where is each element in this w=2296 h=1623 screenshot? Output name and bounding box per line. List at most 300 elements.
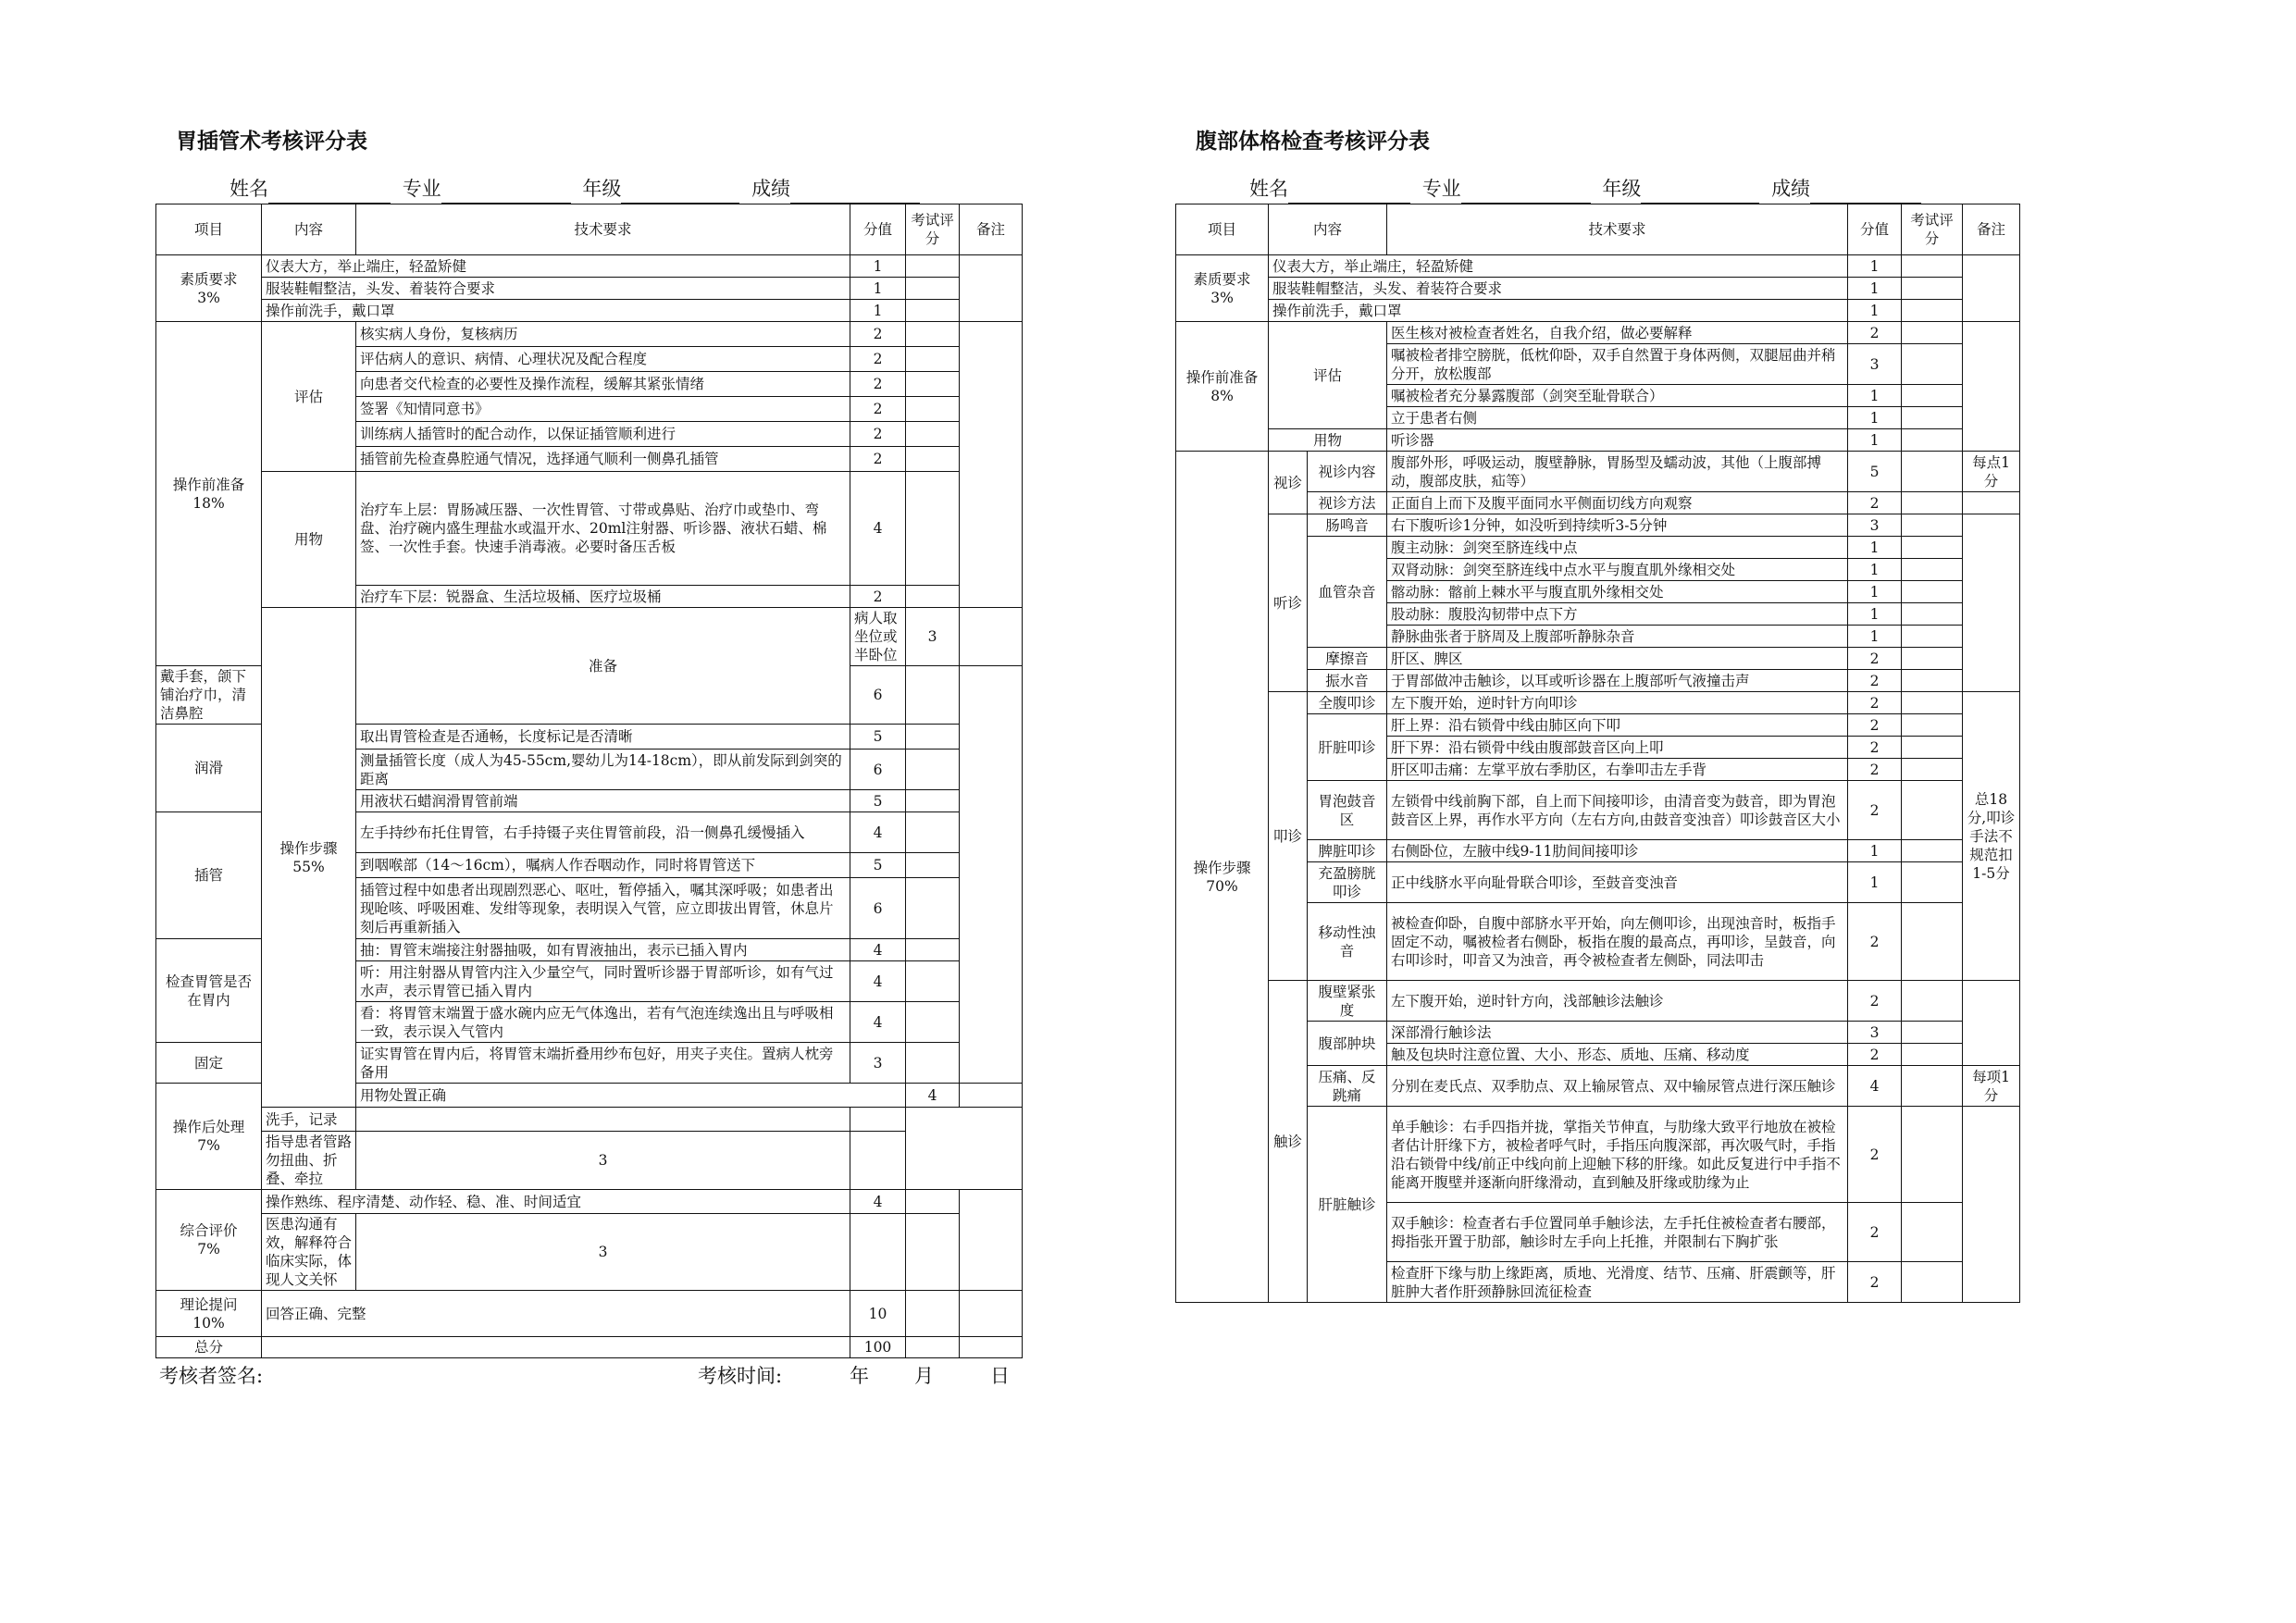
tech-cell: 医患沟通有效，解释符合临床实际，体现人文关怀 <box>262 1214 356 1291</box>
exam-score-cell[interactable] <box>906 1337 960 1358</box>
subitem-cell: 视诊方法 <box>1308 492 1387 514</box>
note-cell: 每点1分 <box>1963 452 2020 492</box>
tech-cell: 听：用注射器从胃管内注入少量空气，同时置听诊器于胃部听诊，如有气过水声，表示胃管已插入胃内 <box>356 961 850 1002</box>
points-cell: 2 <box>850 347 906 372</box>
score-label: 成绩 <box>751 178 791 200</box>
note-cell <box>1963 492 2020 514</box>
tech-cell: 仪表大方，举止端庄，轻盈矫健 <box>1269 255 1848 278</box>
exam-score-cell[interactable] <box>1902 862 1963 903</box>
exam-score-cell[interactable] <box>1902 429 1963 452</box>
tech-cell: 核实病人身份，复核病历 <box>356 322 850 347</box>
note-cell <box>960 1337 1023 1358</box>
exam-score-cell[interactable] <box>906 1043 960 1084</box>
item-cell: 操作前准备 18% <box>156 322 262 666</box>
exam-score-cell[interactable] <box>906 422 960 447</box>
tech-cell: 抽：胃管末端接注射器抽吸，如有胃液抽出，表示已插入胃内 <box>356 939 850 961</box>
subitem-cell: 腹壁紧张度 <box>1308 981 1387 1022</box>
footer <box>155 1362 1022 1390</box>
points-cell: 2 <box>1848 1107 1902 1203</box>
points-cell: 1 <box>1848 429 1902 452</box>
points-cell: 1 <box>850 255 906 278</box>
exam-score-cell[interactable] <box>1902 714 1963 737</box>
points-cell: 1 <box>1848 581 1902 603</box>
tech-cell: 测量插管长度（成人为45-55cm,婴幼儿为14-18cm），即从前发际到剑突的距离 <box>356 750 850 790</box>
content-cell: 插管 <box>156 812 262 939</box>
tech-cell: 证实胃管在胃内后，将胃管末端折叠用纱布包好，用夹子夹住。置病人枕旁备用 <box>356 1043 850 1084</box>
sheet-title: 腹部体格检查考核评分表 <box>1196 130 1430 154</box>
exam-score-cell[interactable] <box>1902 407 1963 429</box>
exam-score-cell[interactable] <box>906 1002 960 1043</box>
exam-score-cell[interactable] <box>1902 648 1963 670</box>
exam-score-cell[interactable] <box>906 878 960 939</box>
table-row <box>156 1108 1023 1132</box>
group-cell: 触诊 <box>1269 981 1308 1303</box>
item-cell: 综合评价 7% <box>156 1190 262 1291</box>
day-label: 日 <box>990 1365 1010 1387</box>
exam-score-cell[interactable] <box>906 447 960 472</box>
major-blank[interactable] <box>1461 182 1591 204</box>
exam-score-cell[interactable] <box>906 586 960 608</box>
tech-cell: 指导患者管路勿扭曲、折叠、牵拉 <box>262 1132 356 1190</box>
tech-cell: 正中线脐水平向耻骨联合叩诊，至鼓音变浊音 <box>1387 862 1848 903</box>
student-info-line <box>155 174 1022 204</box>
subitem-cell: 振水音 <box>1308 670 1387 692</box>
exam-score-cell[interactable] <box>960 608 1023 666</box>
exam-score-cell[interactable] <box>906 666 960 725</box>
tech-cell: 肝区、脾区 <box>1387 648 1848 670</box>
header-tech: 技术要求 <box>356 204 850 255</box>
tech-cell: 静脉曲张者于脐周及上腹部听静脉杂音 <box>1387 626 1848 648</box>
note-cell <box>1963 514 2020 692</box>
exam-score-cell[interactable] <box>1902 1262 1963 1303</box>
points-cell: 1 <box>1848 840 1902 862</box>
points-cell: 1 <box>850 300 906 322</box>
exam-score-cell[interactable] <box>1902 981 1963 1022</box>
exam-score-cell[interactable] <box>906 812 960 853</box>
item-cell: 素质要求 3% <box>156 255 262 322</box>
tech-cell: 左下腹开始，逆时针方向，浅部触诊法触诊 <box>1387 981 1848 1022</box>
exam-score-cell[interactable] <box>1902 300 1963 322</box>
subitem-cell: 血管杂音 <box>1308 537 1387 648</box>
table-row <box>1176 692 2020 714</box>
tech-cell: 立于患者右侧 <box>1387 407 1848 429</box>
points-cell: 2 <box>1848 670 1902 692</box>
major-label: 专业 <box>402 178 441 200</box>
points-cell: 2 <box>1848 1262 1902 1303</box>
note-cell <box>1963 255 2020 322</box>
tech-cell: 右侧卧位，左腋中线9-11肋间间接叩诊 <box>1387 840 1848 862</box>
scoring-table <box>155 204 1023 1358</box>
content-cell: 准备 <box>356 608 850 725</box>
points-cell: 5 <box>1848 452 1902 492</box>
content-cell: 检查胃管是否在胃内 <box>156 939 262 1043</box>
note-cell <box>960 1190 1023 1291</box>
tech-cell: 训练病人插管时的配合动作，以保证插管顺利进行 <box>356 422 850 447</box>
grade-label: 年级 <box>582 178 622 200</box>
points-cell: 6 <box>850 666 906 725</box>
tech-cell: 右下腹听诊1分钟，如没听到持续听3-5分钟 <box>1387 514 1848 537</box>
exam-score-cell[interactable] <box>906 300 960 322</box>
points-cell: 2 <box>850 397 906 422</box>
exam-score-cell[interactable] <box>1902 514 1963 537</box>
tech-cell: 腹主动脉：剑突至脐连线中点 <box>1387 537 1848 559</box>
tech-cell: 嘱被检者排空膀胱，低枕仰卧，双手自然置于身体两侧，双腿屈曲并稍分开，放松腹部 <box>1387 344 1848 385</box>
header-row <box>156 204 1023 255</box>
exam-score-cell[interactable] <box>906 255 960 278</box>
subitem-cell: 肝脏叩诊 <box>1308 714 1387 781</box>
points-cell: 1 <box>1848 537 1902 559</box>
tech-cell <box>262 1337 850 1358</box>
tech-cell: 髂动脉：髂前上棘水平与腹直肌外缘相交处 <box>1387 581 1848 603</box>
exam-score-cell[interactable] <box>906 472 960 586</box>
exam-score-cell[interactable] <box>1902 537 1963 559</box>
exam-score-cell[interactable] <box>1902 559 1963 581</box>
table-row <box>1176 300 2020 322</box>
points-cell: 1 <box>1848 278 1902 300</box>
exam-score-cell[interactable] <box>1902 322 1963 344</box>
note-cell <box>960 1291 1023 1337</box>
tech-cell: 服装鞋帽整洁，头发、着装符合要求 <box>1269 278 1848 300</box>
content-cell: 润滑 <box>156 725 262 812</box>
points-cell: 3 <box>356 1132 850 1190</box>
content-cell: 评估 <box>262 322 356 472</box>
major-label: 专业 <box>1421 178 1461 200</box>
header-project: 项目 <box>156 204 262 255</box>
note-cell <box>960 255 1023 322</box>
item-cell: 操作步骤 70% <box>1176 452 1269 1303</box>
tech-cell: 左手持纱布托住胃管，右手持镊子夹住胃管前段，沿一侧鼻孔缓慢插入 <box>356 812 850 853</box>
exam-score-cell[interactable] <box>906 961 960 1002</box>
exam-score-cell[interactable] <box>906 853 960 878</box>
points-cell: 2 <box>1848 692 1902 714</box>
exam-score-cell[interactable] <box>1902 581 1963 603</box>
grade-blank[interactable] <box>1641 182 1759 204</box>
header-points: 分值 <box>850 204 906 255</box>
tech-cell: 服装鞋帽整洁，头发、着装符合要求 <box>262 278 850 300</box>
exam-score-cell[interactable] <box>906 347 960 372</box>
tech-cell: 戴手套，颌下铺治疗巾，清洁鼻腔 <box>156 666 262 725</box>
tech-cell: 检查肝下缘与肋上缘距离，质地、光滑度、结节、压痛、肝震颤等，肝脏肿大者作肝颈静脉回流征检查 <box>1387 1262 1848 1303</box>
header-content: 内容 <box>1269 204 1387 255</box>
item-cell: 操作前准备 8% <box>1176 322 1269 452</box>
table-row <box>1176 255 2020 278</box>
subitem-cell: 脾脏叩诊 <box>1308 840 1387 862</box>
table-row <box>156 1132 1023 1190</box>
exam-score-cell[interactable] <box>1902 759 1963 781</box>
exam-score-cell[interactable] <box>1902 344 1963 385</box>
tech-cell: 左锁骨中线前胸下部，自上而下间接叩诊，由清音变为鼓音，即为胃泡鼓音区上界，再作水平方向（左右方向,由鼓音变浊音）叩诊鼓音区大小 <box>1387 781 1848 840</box>
subitem-cell: 胃泡鼓音区 <box>1308 781 1387 840</box>
time-label: 考核时间: <box>698 1365 783 1387</box>
table-row <box>156 608 1023 666</box>
exam-score-cell[interactable] <box>1902 1022 1963 1044</box>
tech-cell: 向患者交代检查的必要性及操作流程，缓解其紧张情绪 <box>356 372 850 397</box>
note-cell <box>960 322 1023 608</box>
exam-score-cell[interactable] <box>906 1190 960 1214</box>
note-cell <box>1963 1107 2020 1303</box>
tech-cell: 用液状石蜡润滑胃管前端 <box>356 790 850 812</box>
subitem-cell: 肝脏触诊 <box>1308 1107 1387 1303</box>
item-cell: 操作后处理 7% <box>156 1084 262 1190</box>
points-cell: 4 <box>1848 1066 1902 1107</box>
tech-cell: 左下腹开始，逆时针方向叩诊 <box>1387 692 1848 714</box>
subitem-cell: 移动性浊音 <box>1308 903 1387 981</box>
stomach-intubation-sheet <box>155 128 1022 1390</box>
name-label: 姓名 <box>230 178 268 200</box>
exam-score-cell[interactable] <box>906 322 960 347</box>
points-cell: 4 <box>850 472 906 586</box>
tech-cell: 被检查仰卧，自腹中部脐水平开始，向左侧叩诊，出现浊音时，板指手固定不动，嘱被检者右侧卧，板指在腹的最高点，再叩诊，呈鼓音，向右叩诊时，叩音又为浊音，再令被检查者左侧卧，同法叩击 <box>1387 903 1848 981</box>
points-cell: 1 <box>1848 626 1902 648</box>
signer-label: 考核者签名: <box>159 1365 264 1387</box>
table-row <box>1176 322 2020 344</box>
points-cell: 1 <box>1848 407 1902 429</box>
tech-cell: 股动脉：腹股沟韧带中点下方 <box>1387 603 1848 626</box>
table-row <box>156 278 1023 300</box>
subitem-cell: 充盈膀胱叩诊 <box>1308 862 1387 903</box>
exam-score-cell[interactable] <box>906 790 960 812</box>
points-cell: 4 <box>850 812 906 853</box>
exam-score-cell[interactable] <box>1902 692 1963 714</box>
name-blank[interactable] <box>1288 182 1410 204</box>
points-cell: 1 <box>1848 862 1902 903</box>
month-label: 月 <box>914 1365 934 1387</box>
table-row <box>156 1190 1023 1214</box>
note-cell <box>1963 322 2020 452</box>
exam-score-cell[interactable] <box>1902 737 1963 759</box>
note-cell <box>1963 981 2020 1066</box>
tech-cell: 深部滑行触诊法 <box>1387 1022 1848 1044</box>
table-row <box>156 1291 1023 1337</box>
exam-score-cell[interactable] <box>1902 255 1963 278</box>
tech-cell: 评估病人的意识、病情、心理状况及配合程度 <box>356 347 850 372</box>
tech-cell: 医生核对被检查者姓名，自我介绍，做必要解释 <box>1387 322 1848 344</box>
table-row <box>156 1337 1023 1358</box>
tech-cell: 双手触诊：检查者右手位置同单手触诊法，左手托住被检查者右腰部，拇指张开置于肋部，触诊时左手向上托推，并限制右下胸扩张 <box>1387 1203 1848 1262</box>
exam-score-cell[interactable] <box>906 278 960 300</box>
points-cell: 2 <box>1848 759 1902 781</box>
points-cell: 1 <box>1848 559 1902 581</box>
group-cell: 听诊 <box>1269 514 1308 692</box>
tech-cell: 操作熟练、程序清楚、动作轻、稳、准、时间适宜 <box>262 1190 850 1214</box>
tech-cell: 操作前洗手，戴口罩 <box>1269 300 1848 322</box>
tech-cell: 到咽喉部（14～16cm），嘱病人作吞咽动作，同时将胃管送下 <box>356 853 850 878</box>
exam-score-cell[interactable] <box>1902 1066 1963 1107</box>
student-info-line <box>1175 174 2019 204</box>
tech-cell: 治疗车下层：锐器盒、生活垃圾桶、医疗垃圾桶 <box>356 586 850 608</box>
exam-score-cell[interactable] <box>906 1291 960 1337</box>
item-cell: 理论提问 10% <box>156 1291 262 1337</box>
points-cell: 2 <box>850 422 906 447</box>
exam-score-cell[interactable] <box>906 725 960 750</box>
tech-cell: 插管过程中如患者出现剧烈恶心、呕吐，暂停插入，嘱其深呼吸；如患者出现呛咳、呼吸困难、发绀等现象，表明误入气管，应立即拔出胃管，休息片刻后再重新插入 <box>356 878 850 939</box>
header-exam: 考试评分 <box>906 204 960 255</box>
exam-score-cell[interactable] <box>1902 1044 1963 1066</box>
points-cell: 2 <box>1848 1044 1902 1066</box>
exam-score-cell[interactable] <box>1902 492 1963 514</box>
points-cell: 3 <box>1848 344 1902 385</box>
header-content: 内容 <box>262 204 356 255</box>
points-cell: 2 <box>1848 781 1902 840</box>
table-row <box>156 322 1023 347</box>
points-cell: 6 <box>850 750 906 790</box>
name-blank[interactable] <box>268 182 391 204</box>
sheet-title: 胃插管术考核评分表 <box>176 130 367 154</box>
points-cell: 5 <box>850 725 906 750</box>
exam-score-cell[interactable] <box>1902 385 1963 407</box>
content-cell: 评估 <box>1269 322 1387 429</box>
tech-cell: 洗手，记录 <box>262 1108 356 1132</box>
points-cell: 2 <box>1848 492 1902 514</box>
tech-cell: 回答正确、完整 <box>262 1291 850 1337</box>
tech-cell: 正面自上而下及腹平面同水平侧面切线方向观察 <box>1387 492 1848 514</box>
header-note: 备注 <box>960 204 1023 255</box>
score-blank[interactable] <box>1810 182 1921 204</box>
points-cell: 3 <box>906 608 960 666</box>
exam-score-cell[interactable] <box>1902 1107 1963 1203</box>
exam-score-cell[interactable] <box>1902 1203 1963 1262</box>
exam-score-cell[interactable] <box>1902 840 1963 862</box>
points-cell: 2 <box>1848 1203 1902 1262</box>
major-blank[interactable] <box>441 182 571 204</box>
points-cell: 5 <box>850 853 906 878</box>
exam-score-cell[interactable] <box>1902 278 1963 300</box>
tech-cell: 触及包块时注意位置、大小、形态、质地、压痛、移动度 <box>1387 1044 1848 1066</box>
subitem-cell: 摩擦音 <box>1308 648 1387 670</box>
tech-cell: 嘱被检者充分暴露腹部（剑突至耻骨联合） <box>1387 385 1848 407</box>
tech-cell: 单手触诊：右手四指并拢，掌指关节伸直，与肋缘大致平行地放在被检者估计肝缘下方，被检者呼气时，手指压向腹深部，再次吸气时，手指沿右锁骨中线/前正中线向前上迎触下移的肝缘。如此反复进行中手指不能离开腹壁并逐渐向肝缘滑动，直到触及肝缘或肋缘为止 <box>1387 1107 1848 1203</box>
name-label: 姓名 <box>1249 178 1288 200</box>
exam-score-cell[interactable] <box>850 1108 906 1132</box>
exam-score-cell[interactable] <box>906 372 960 397</box>
tech-cell: 仪表大方，举止端庄，轻盈矫健 <box>262 255 850 278</box>
group-cell: 叩诊 <box>1269 692 1308 981</box>
table-row <box>156 1214 1023 1291</box>
points-cell: 2 <box>850 586 906 608</box>
points-cell: 10 <box>850 1291 906 1337</box>
table-row <box>1176 429 2020 452</box>
points-cell: 6 <box>850 878 906 939</box>
points-cell: 1 <box>1848 385 1902 407</box>
exam-score-cell[interactable] <box>906 397 960 422</box>
points-cell: 2 <box>1848 981 1902 1022</box>
tech-cell: 插管前先检查鼻腔通气情况，选择通气顺利一侧鼻孔插管 <box>356 447 850 472</box>
subitem-cell: 全腹叩诊 <box>1308 692 1387 714</box>
table-row <box>1176 278 2020 300</box>
header-note: 备注 <box>1963 204 2020 255</box>
subitem-cell: 腹部肿块 <box>1308 1022 1387 1066</box>
header-tech: 技术要求 <box>1387 204 1848 255</box>
exam-score-cell[interactable] <box>1902 903 1963 981</box>
exam-score-cell[interactable] <box>960 1084 1023 1108</box>
header-points: 分值 <box>1848 204 1902 255</box>
tech-cell: 操作前洗手，戴口罩 <box>262 300 850 322</box>
exam-score-cell[interactable] <box>850 1214 906 1291</box>
points-cell: 3 <box>1848 1022 1902 1044</box>
exam-score-cell[interactable] <box>1902 626 1963 648</box>
tech-cell: 腹部外形，呼吸运动，腹壁静脉，胃肠型及蠕动波，其他（上腹部搏动，腹部皮肤，疝等） <box>1387 452 1848 492</box>
points-cell: 1 <box>1848 255 1902 278</box>
table-row <box>156 300 1023 322</box>
exam-score-cell[interactable] <box>1902 603 1963 626</box>
exam-score-cell[interactable] <box>906 750 960 790</box>
points-cell <box>356 1108 850 1132</box>
points-cell: 4 <box>850 939 906 961</box>
header-exam: 考试评分 <box>1902 204 1963 255</box>
points-cell: 3 <box>1848 514 1902 537</box>
table-row <box>1176 981 2020 1022</box>
tech-cell: 听诊器 <box>1387 429 1848 452</box>
exam-score-cell[interactable] <box>1902 452 1963 492</box>
table-row <box>156 472 1023 586</box>
grade-blank[interactable] <box>621 182 739 204</box>
tech-cell: 于胃部做冲击触诊，以耳或听诊器在上腹部听气液撞击声 <box>1387 670 1848 692</box>
exam-score-cell[interactable] <box>1902 670 1963 692</box>
tech-cell: 看：将胃管末端置于盛水碗内应无气体逸出，若有气泡连续逸出且与呼吸相一致，表示误入气管内 <box>356 1002 850 1043</box>
points-cell: 2 <box>1848 737 1902 759</box>
item-cell: 操作步骤 55% <box>262 608 356 1108</box>
tech-cell: 签署《知情同意书》 <box>356 397 850 422</box>
points-cell: 1 <box>1848 603 1902 626</box>
content-cell: 用物 <box>1269 429 1387 452</box>
tech-cell: 肝下界：沿右锁骨中线由腹部鼓音区向上叩 <box>1387 737 1848 759</box>
points-cell: 5 <box>850 790 906 812</box>
note-cell: 每项1分 <box>1963 1066 2020 1107</box>
header-project: 项目 <box>1176 204 1269 255</box>
points-cell: 3 <box>850 1043 906 1084</box>
tech-cell: 肝上界：沿右锁骨中线由肺区向下叩 <box>1387 714 1848 737</box>
scoring-table <box>1175 204 2020 1303</box>
tech-cell: 用物处置正确 <box>356 1084 906 1108</box>
tech-cell: 取出胃管检查是否通畅，长度标记是否清晰 <box>356 725 850 750</box>
points-cell: 2 <box>1848 322 1902 344</box>
exam-score-cell[interactable] <box>906 939 960 961</box>
tech-cell: 病人取坐位或半卧位 <box>850 608 906 666</box>
item-cell: 素质要求 3% <box>1176 255 1269 322</box>
tech-cell: 双肾动脉：剑突至脐连线中点水平与腹直肌外缘相交处 <box>1387 559 1848 581</box>
points-cell: 2 <box>850 372 906 397</box>
tech-cell: 肝区叩击痛：左掌平放右季肋区，右拳叩击左手背 <box>1387 759 1848 781</box>
content-cell: 固定 <box>156 1043 262 1084</box>
score-label: 成绩 <box>1771 178 1811 200</box>
points-cell: 2 <box>1848 648 1902 670</box>
note-cell: 总18分,叩诊手法不规范扣1-5分 <box>1963 692 2020 981</box>
item-cell: 总分 <box>156 1337 262 1358</box>
content-cell: 用物 <box>262 472 356 608</box>
points-cell: 2 <box>1848 714 1902 737</box>
points-cell: 1 <box>1848 300 1902 322</box>
abdominal-exam-sheet <box>1175 128 2019 1303</box>
tech-cell: 治疗车上层：胃肠减压器、一次性胃管、寸带或鼻贴、治疗巾或垫巾、弯盘、治疗碗内盛生理盐水或温开水、20ml注射器、听诊器、液状石蜡、棉签、一次性手套。快速手消毒液。必要时备压舌板 <box>356 472 850 586</box>
grade-label: 年级 <box>1602 178 1642 200</box>
points-cell: 2 <box>850 322 906 347</box>
score-blank[interactable] <box>790 182 920 204</box>
group-cell: 视诊 <box>1269 452 1308 514</box>
subitem-cell: 视诊内容 <box>1308 452 1387 492</box>
table-row <box>1176 452 2020 492</box>
points-cell: 4 <box>850 961 906 1002</box>
exam-score-cell[interactable] <box>850 1132 906 1190</box>
tech-cell: 分别在麦氏点、双季肋点、双上输尿管点、双中输尿管点进行深压触诊 <box>1387 1066 1848 1107</box>
points-cell: 2 <box>850 447 906 472</box>
points-cell: 100 <box>850 1337 906 1358</box>
table-row <box>156 255 1023 278</box>
points-cell: 4 <box>850 1002 906 1043</box>
exam-score-cell[interactable] <box>1902 781 1963 840</box>
table-row <box>1176 514 2020 537</box>
points-cell: 3 <box>356 1214 850 1291</box>
year-label: 年 <box>850 1365 869 1387</box>
